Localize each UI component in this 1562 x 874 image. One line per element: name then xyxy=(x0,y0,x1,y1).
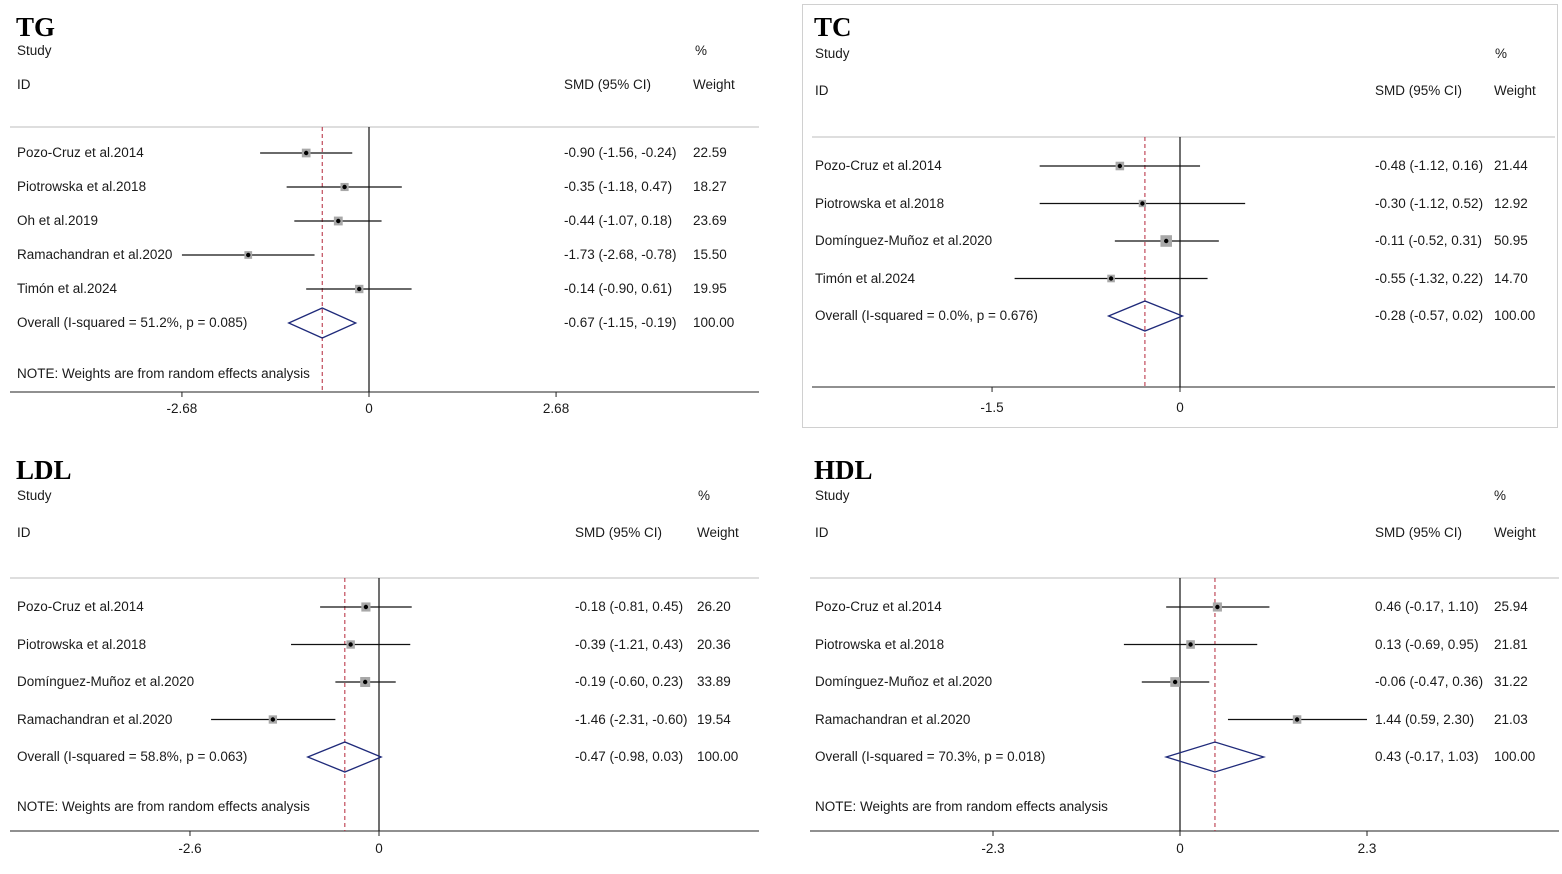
study-point-estimate xyxy=(1215,605,1219,609)
overall-ci-text: 0.43 (-0.17, 1.03) xyxy=(1375,749,1479,764)
overall-label: Overall (I-squared = 70.3%, p = 0.018) xyxy=(815,749,1046,764)
study-ci-text: -0.35 (-1.18, 0.47) xyxy=(564,179,673,194)
overall-ci-text: -0.67 (-1.15, -0.19) xyxy=(564,315,677,330)
study-weight: 15.50 xyxy=(693,247,727,262)
study-ci-text: 0.46 (-0.17, 1.10) xyxy=(1375,599,1479,614)
study-id: Pozo-Cruz et al.2014 xyxy=(815,599,942,614)
header-study: Study xyxy=(17,43,52,58)
header-study: Study xyxy=(815,488,850,503)
study-weight: 22.59 xyxy=(693,145,727,160)
header-weight: Weight xyxy=(697,525,739,540)
panel-title: TC xyxy=(814,12,852,42)
study-id: Pozo-Cruz et al.2014 xyxy=(17,145,144,160)
study-weight: 50.95 xyxy=(1494,233,1528,248)
x-tick-label: -2.6 xyxy=(178,841,202,856)
study-ci-text: -0.14 (-0.90, 0.61) xyxy=(564,281,673,296)
study-point-estimate xyxy=(1173,680,1177,684)
weights-note: NOTE: Weights are from random effects analysis xyxy=(17,799,310,814)
header-smd: SMD (95% CI) xyxy=(564,77,652,92)
study-id: Piotrowska et al.2018 xyxy=(17,179,147,194)
header-study: Study xyxy=(815,46,850,61)
study-point-estimate xyxy=(342,185,346,189)
study-id: Domínguez-Muñoz et al.2020 xyxy=(815,674,993,689)
header-percent: % xyxy=(695,43,708,58)
study-weight: 19.54 xyxy=(697,711,731,727)
overall-label: Overall (I-squared = 58.8%, p = 0.063) xyxy=(17,749,248,764)
overall-label: Overall (I-squared = 0.0%, p = 0.676) xyxy=(815,308,1038,323)
header-percent: % xyxy=(1495,46,1508,61)
x-tick-label: 0 xyxy=(365,401,373,416)
panel-title: HDL xyxy=(814,455,873,485)
header-smd: SMD (95% CI) xyxy=(1375,83,1463,98)
header-id: ID xyxy=(815,525,829,540)
study-weight: 20.36 xyxy=(697,636,731,652)
study-weight: 18.27 xyxy=(693,179,727,194)
study-id: Ramachandran et al.2020 xyxy=(17,711,173,727)
panel-title: LDL xyxy=(16,455,72,485)
study-id: Piotrowska et al.2018 xyxy=(815,636,945,652)
study-point-estimate xyxy=(304,151,308,155)
study-point-estimate xyxy=(348,642,352,646)
study-ci-text: -1.73 (-2.68, -0.78) xyxy=(564,247,677,262)
study-point-estimate xyxy=(271,717,275,721)
forest-plot-ldl xyxy=(0,445,762,874)
header-id: ID xyxy=(17,77,31,92)
header-percent: % xyxy=(1494,488,1507,503)
x-tick-label: 2.68 xyxy=(542,401,570,416)
x-tick-label: 2.3 xyxy=(1357,841,1377,856)
study-weight: 25.94 xyxy=(1494,599,1528,614)
weights-note: NOTE: Weights are from random effects analysis xyxy=(815,799,1108,814)
forest-plot-tc xyxy=(802,4,1558,428)
study-point-estimate xyxy=(1295,717,1299,721)
header-weight: Weight xyxy=(1494,525,1536,540)
study-weight: 31.22 xyxy=(1494,674,1528,689)
panel-title: TG xyxy=(16,12,56,42)
header-weight: Weight xyxy=(1494,83,1536,98)
header-smd: SMD (95% CI) xyxy=(1375,525,1463,540)
overall-ci-text: -0.28 (-0.57, 0.02) xyxy=(1375,308,1484,323)
study-point-estimate xyxy=(1118,164,1122,168)
overall-label: Overall (I-squared = 51.2%, p = 0.085) xyxy=(17,315,248,330)
study-weight: 21.44 xyxy=(1494,158,1528,173)
x-tick-label: 0 xyxy=(375,841,383,856)
x-tick-label: -1.5 xyxy=(980,400,1004,415)
study-point-estimate xyxy=(1140,201,1144,205)
overall-weight: 100.00 xyxy=(697,749,739,764)
study-weight: 14.70 xyxy=(1494,270,1528,286)
study-id: Piotrowska et al.2018 xyxy=(17,636,147,652)
study-ci-text: 0.13 (-0.69, 0.95) xyxy=(1375,636,1479,652)
study-id: Ramachandran et al.2020 xyxy=(815,711,971,727)
header-id: ID xyxy=(17,525,31,540)
study-weight: 33.89 xyxy=(697,674,731,689)
study-weight: 19.95 xyxy=(693,281,727,296)
overall-ci-text: -0.47 (-0.98, 0.03) xyxy=(575,749,684,764)
study-id: Pozo-Cruz et al.2014 xyxy=(17,599,144,614)
study-ci-text: -0.48 (-1.12, 0.16) xyxy=(1375,158,1484,173)
study-point-estimate xyxy=(363,680,367,684)
x-tick-label: -2.3 xyxy=(981,841,1005,856)
overall-weight: 100.00 xyxy=(1494,749,1536,764)
study-id: Domínguez-Muñoz et al.2020 xyxy=(17,674,195,689)
study-point-estimate xyxy=(1164,239,1168,243)
overall-diamond xyxy=(1109,301,1183,331)
study-point-estimate xyxy=(1188,642,1192,646)
study-id: Oh et al.2019 xyxy=(17,213,99,228)
study-id: Timón et al.2024 xyxy=(17,281,118,296)
overall-weight: 100.00 xyxy=(693,315,735,330)
study-id: Ramachandran et al.2020 xyxy=(17,247,173,262)
study-ci-text: -0.06 (-0.47, 0.36) xyxy=(1375,674,1484,689)
study-id: Piotrowska et al.2018 xyxy=(815,195,945,211)
study-weight: 26.20 xyxy=(697,599,731,614)
study-id: Domínguez-Muñoz et al.2020 xyxy=(815,233,993,248)
x-tick-label: 0 xyxy=(1176,400,1184,415)
study-point-estimate xyxy=(246,253,250,257)
header-id: ID xyxy=(815,83,829,98)
header-weight: Weight xyxy=(693,77,735,92)
header-study: Study xyxy=(17,488,52,503)
header-smd: SMD (95% CI) xyxy=(575,525,663,540)
study-point-estimate xyxy=(1109,276,1113,280)
study-ci-text: -0.30 (-1.12, 0.52) xyxy=(1375,195,1484,211)
x-tick-label: 0 xyxy=(1176,841,1184,856)
study-ci-text: -0.39 (-1.21, 0.43) xyxy=(575,636,684,652)
study-point-estimate xyxy=(357,287,361,291)
x-tick-label: -2.68 xyxy=(166,401,198,416)
study-weight: 21.03 xyxy=(1494,711,1528,727)
study-point-estimate xyxy=(336,219,340,223)
weights-note: NOTE: Weights are from random effects analysis xyxy=(17,366,310,381)
study-weight: 21.81 xyxy=(1494,636,1528,652)
forest-plot-tg xyxy=(0,0,762,430)
study-id: Timón et al.2024 xyxy=(815,270,916,286)
forest-plot-canvas xyxy=(802,4,1558,428)
study-weight: 12.92 xyxy=(1494,195,1528,211)
forest-plot-hdl xyxy=(800,445,1562,874)
overall-weight: 100.00 xyxy=(1494,308,1536,323)
header-percent: % xyxy=(698,488,711,503)
study-ci-text: 1.44 (0.59, 2.30) xyxy=(1375,711,1475,727)
study-ci-text: -0.55 (-1.32, 0.22) xyxy=(1375,270,1484,286)
study-point-estimate xyxy=(364,605,368,609)
study-ci-text: -0.44 (-1.07, 0.18) xyxy=(564,213,673,228)
study-ci-text: -0.11 (-0.52, 0.31) xyxy=(1375,233,1483,248)
study-id: Pozo-Cruz et al.2014 xyxy=(815,158,942,173)
study-weight: 23.69 xyxy=(693,213,727,228)
study-ci-text: -0.90 (-1.56, -0.24) xyxy=(564,145,677,160)
study-ci-text: -0.19 (-0.60, 0.23) xyxy=(575,674,684,689)
study-ci-text: -0.18 (-0.81, 0.45) xyxy=(575,599,684,614)
study-ci-text: -1.46 (-2.31, -0.60) xyxy=(575,711,688,727)
